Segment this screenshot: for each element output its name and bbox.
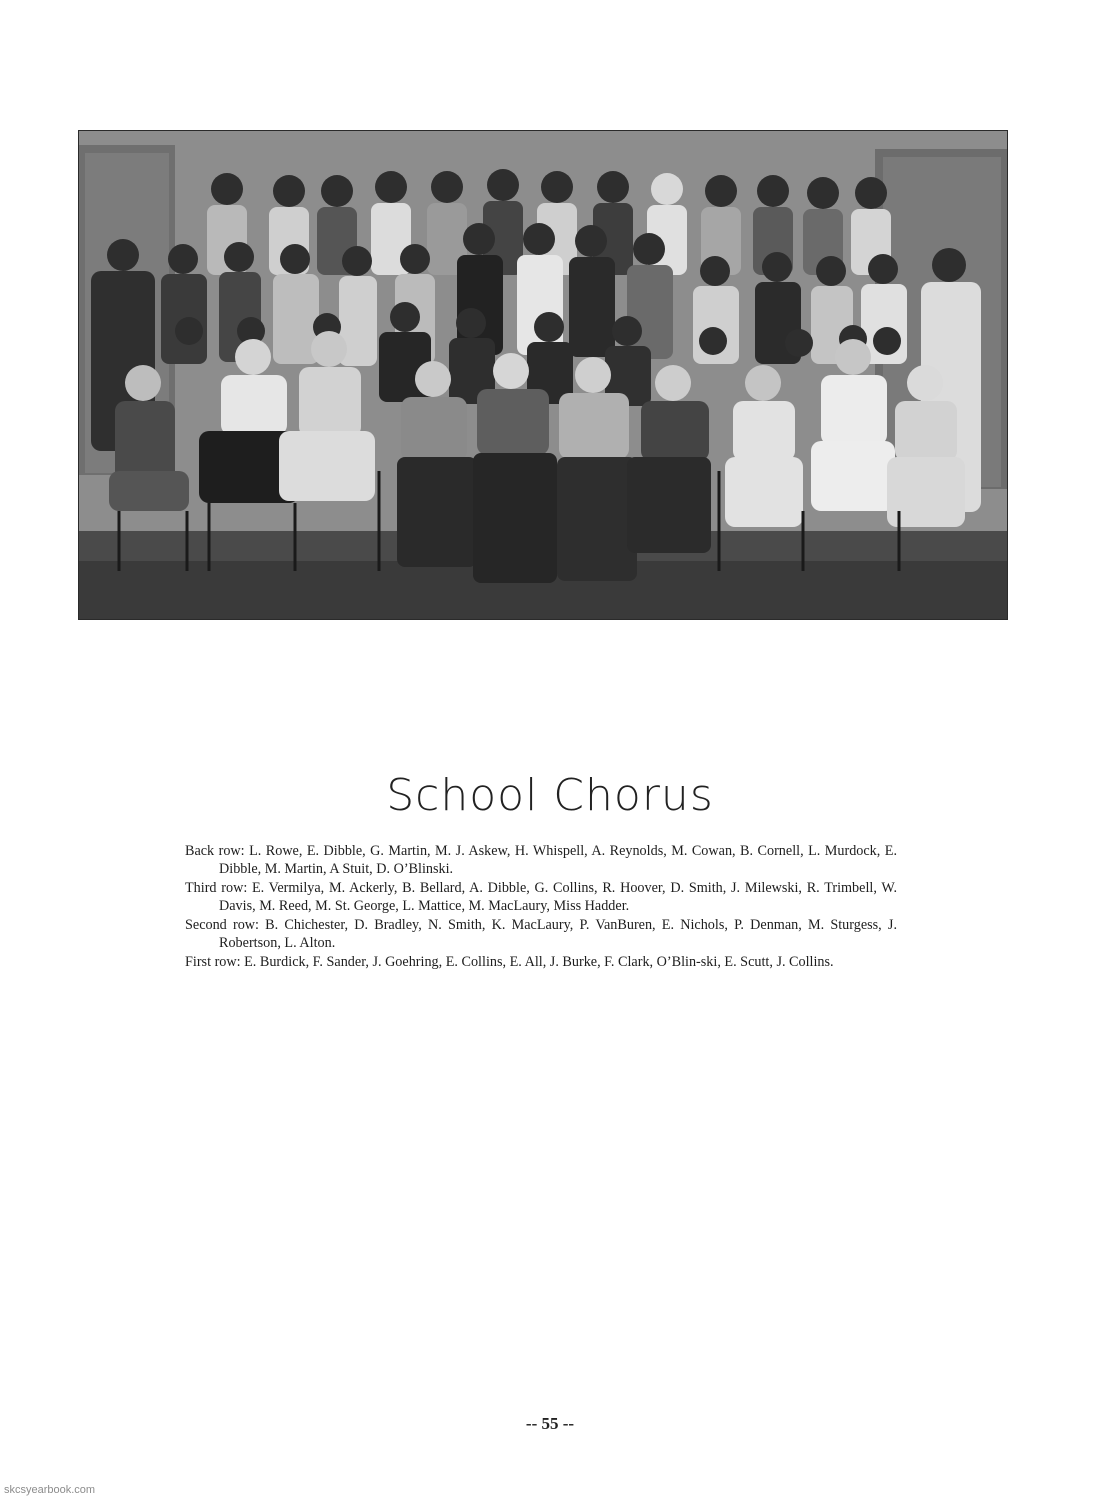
caption-first-row: First row: E. Burdick, F. Sander, J. Goehring, E. Collins, E. All, J. Burke, F. Clark, O’Blin-ski, E. Scutt, J. Collins. bbox=[185, 954, 834, 970]
watermark: skcsyearbook.com bbox=[4, 1484, 96, 1496]
photo-caption bbox=[185, 842, 897, 972]
page-title: School Chorus bbox=[386, 770, 714, 821]
caption-third-row: Third row: E. Vermilya, M. Ackerly, B. Bellard, A. Dibble, G. Collins, R. Hoover, D. Smith, J. Milewski, R. Trimbell, W. Davis, M. Reed, M. St. George, L. Mattice, M. MacLaury, Miss Hadder. bbox=[185, 880, 897, 914]
group-photo bbox=[78, 130, 1008, 620]
page-number: -- 55 -- bbox=[525, 1414, 575, 1433]
caption-back-row: Back row: L. Rowe, E. Dibble, G. Martin, M. J. Askew, H. Whispell, A. Reynolds, M. Cowan, B. Cornell, L. Murdock, E. Dibble, M. Martin, A Stuit, D. O’Blinski. bbox=[185, 843, 897, 877]
caption-second-row: Second row: B. Chichester, D. Bradley, N. Smith, K. MacLaury, P. VanBuren, E. Nichols, P. Denman, M. Sturgess, J. Robertson, L. Alton. bbox=[185, 917, 897, 951]
